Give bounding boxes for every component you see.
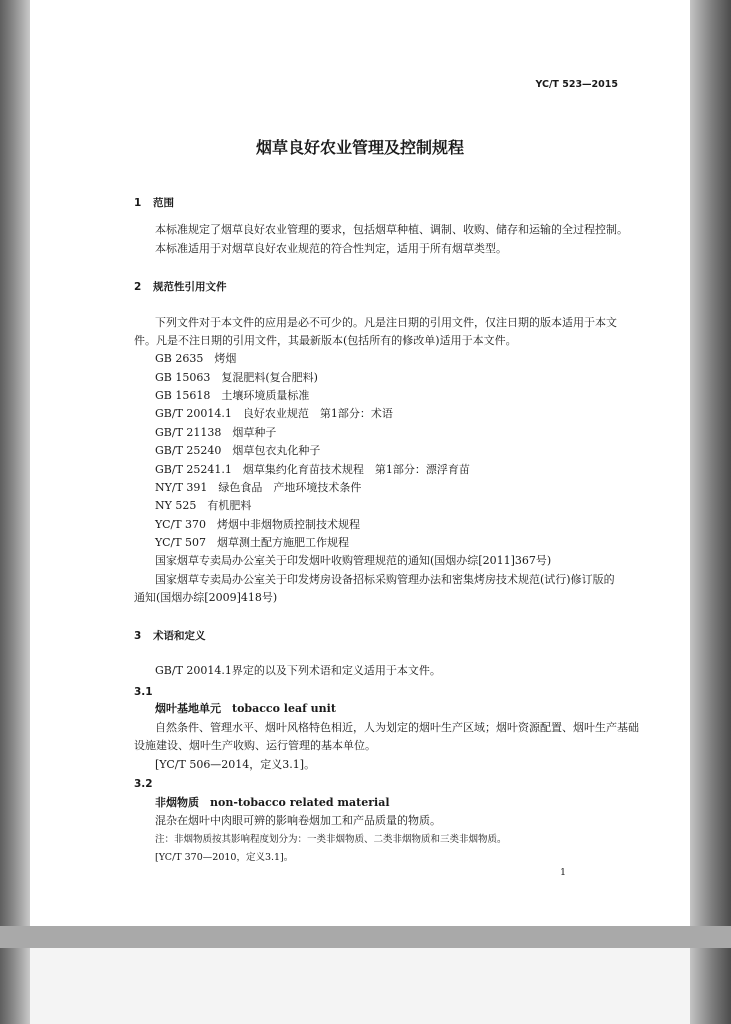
section-2-intro-line: 件。凡是不注日期的引用文件，其最新版本(包括所有的修改单)适用于本文件。 bbox=[134, 334, 517, 347]
section-2-intro-line: 下列文件对于本文件的应用是必不可少的。凡是注日期的引用文件，仅注日期的版本适用于本文 bbox=[155, 316, 617, 329]
clause-3-1-definition: 自然条件、管理水平、烟叶风格特色相近，人为划定的烟叶生产区域；烟叶资源配置、烟叶生产基础 bbox=[155, 721, 639, 734]
clause-3-2-source: [YC/T 370—2010，定义3.1]。 bbox=[155, 852, 294, 863]
clause-3-1-source: [YC/T 506—2014，定义3.1]。 bbox=[155, 758, 316, 771]
reference-item: YC/T 370 烤烟中非烟物质控制技术规程 bbox=[155, 518, 361, 531]
section-3-intro: GB/T 20014.1界定的以及下列术语和定义适用于本文件。 bbox=[155, 664, 441, 677]
clause-3-2-definition: 混杂在烟叶中肉眼可辨的影响卷烟加工和产品质量的物质。 bbox=[155, 814, 441, 827]
reference-item: 国家烟草专卖局办公室关于印发烟叶收购管理规范的通知(国烟办综[2011]367号) bbox=[155, 554, 552, 567]
reference-item: GB 15618 土壤环境质量标准 bbox=[155, 389, 310, 402]
document-title: 烟草良好农业管理及控制规程 bbox=[255, 138, 464, 157]
section-2-heading: 规范性引用文件 bbox=[153, 281, 227, 293]
page-gap bbox=[0, 926, 731, 948]
reference-item: NY 525 有机肥料 bbox=[155, 499, 252, 512]
document-page bbox=[30, 0, 690, 926]
reference-item: GB/T 21138 烟草种子 bbox=[155, 426, 277, 439]
section-3-heading: 术语和定义 bbox=[153, 630, 206, 642]
section-3-number: 3 bbox=[134, 630, 142, 642]
clause-3-2-number: 3.2 bbox=[134, 778, 153, 790]
clause-3-1-number: 3.1 bbox=[134, 686, 153, 698]
reference-item: GB/T 20014.1 良好农业规范 第1部分：术语 bbox=[155, 407, 393, 420]
reference-item: GB 2635 烤烟 bbox=[155, 352, 237, 365]
reference-item: GB/T 25241.1 烟草集约化育苗技术规程 第1部分：漂浮育苗 bbox=[155, 463, 470, 476]
section-1-paragraph: 本标准适用于对烟草良好农业规范的符合性判定，适用于所有烟草类型。 bbox=[155, 242, 507, 255]
standard-code: YC/T 523—2015 bbox=[535, 79, 618, 90]
section-1-number: 1 bbox=[134, 197, 142, 209]
section-2-number: 2 bbox=[134, 281, 142, 293]
clause-3-2-term: 非烟物质 non-tobacco related material bbox=[155, 796, 390, 809]
reference-item: YC/T 507 烟草测土配方施肥工作规程 bbox=[155, 536, 350, 549]
section-1-paragraph: 本标准规定了烟草良好农业管理的要求，包括烟草种植、调制、收购、储存和运输的全过程控制。 bbox=[155, 223, 628, 236]
scan-edge-left bbox=[0, 0, 30, 1024]
clause-3-1-term: 烟叶基地单元 tobacco leaf unit bbox=[155, 702, 336, 715]
reference-item: GB 15063 复混肥料(复合肥料) bbox=[155, 371, 318, 384]
clause-3-2-note: 注：非烟物质按其影响程度划分为：一类非烟物质、二类非烟物质和三类非烟物质。 bbox=[155, 834, 507, 845]
reference-item: 通知(国烟办综[2009]418号) bbox=[134, 591, 278, 604]
clause-3-1-definition: 设施建设、烟叶生产收购、运行管理的基本单位。 bbox=[134, 739, 376, 752]
page-number: 1 bbox=[559, 867, 566, 878]
section-1-heading: 范围 bbox=[153, 197, 174, 209]
scan-edge-right bbox=[690, 0, 731, 1024]
reference-item: 国家烟草专卖局办公室关于印发烤房设备招标采购管理办法和密集烤房技术规范(试行)修订版的 bbox=[155, 573, 615, 586]
reference-item: GB/T 25240 烟草包衣丸化种子 bbox=[155, 444, 321, 457]
reference-item: NY/T 391 绿色食品 产地环境技术条件 bbox=[155, 481, 362, 494]
next-page bbox=[30, 948, 690, 1024]
